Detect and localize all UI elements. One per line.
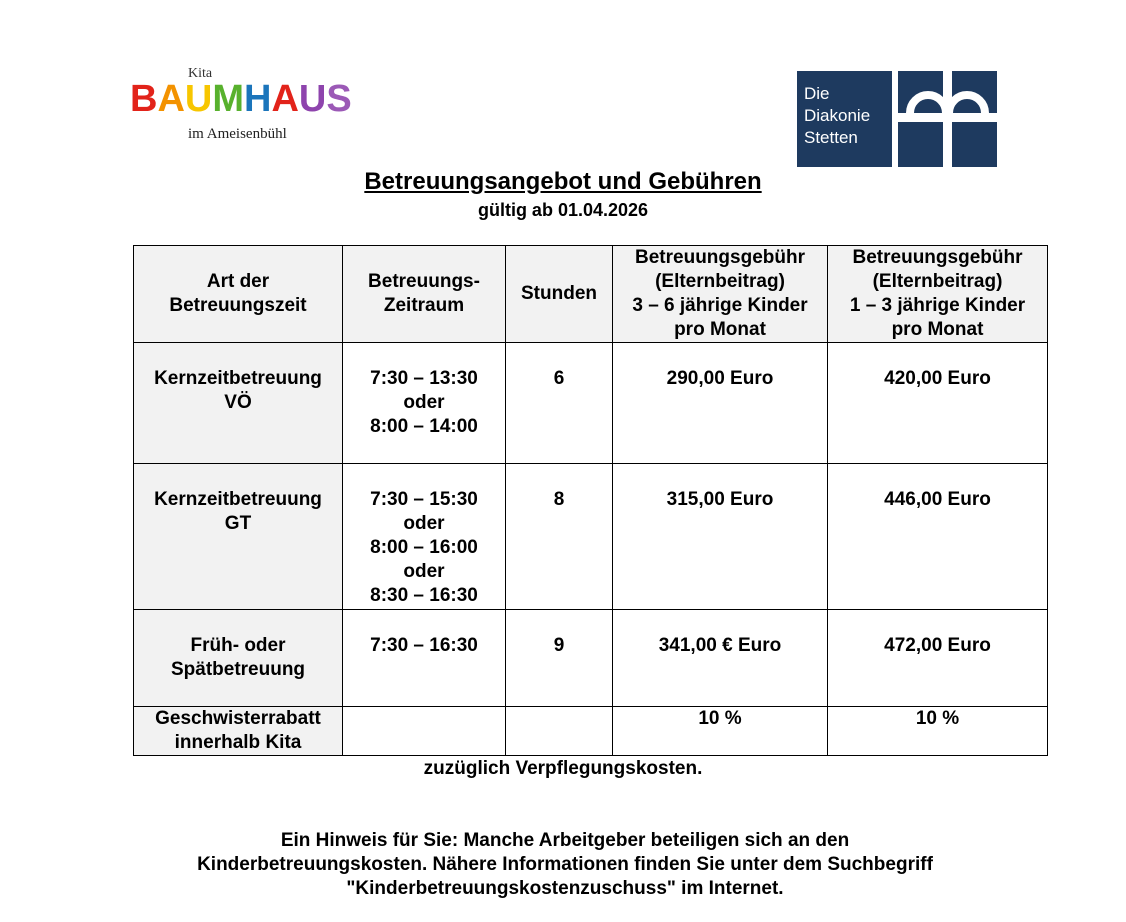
time-line: 7:30 – 13:30 [370,368,478,389]
header-hours [506,246,613,343]
header-line: 3 – 6 jährige Kinder [632,295,808,316]
cell-time [343,707,506,756]
header-line: Betreuungs- [368,271,480,292]
cell-fee-1-3: 446,00 Euro [828,464,1048,610]
logo-text-box [797,71,892,167]
logo-letter: A [271,78,299,120]
logo-line-1: Die [804,84,830,103]
hint-line-1: Ein Hinweis für Sie: Manche Arbeitgeber beteiligen sich an den [280,830,850,851]
cell-time [343,343,506,464]
diakonie-cross-icon [898,71,997,167]
page-subtitle: gültig ab 01.04.2026 [477,200,649,220]
logo-baumhaus-word [130,80,352,118]
header-line: Betreuungszeit [169,295,307,316]
type-line: Spätbetreuung [170,659,306,680]
page-title [0,168,1126,196]
fees-table [133,245,1048,756]
logo-letter: M [212,78,245,120]
header-line: Art der [206,271,270,292]
hint-line-3: "Kinderbetreuungskostenzuschuss" im Internet. [346,878,784,899]
hint-line-2: Kinderbetreuungskosten. Nähere Informationen finden Sie unter dem Suchbegriff [197,854,933,875]
logo-letter: S [326,78,352,120]
logo-line-2: Diakonie [804,106,871,125]
type-line: GT [224,513,252,534]
cell-fee-3-6: 315,00 Euro [613,464,828,610]
cell-type [134,707,343,756]
header-line: Betreuungsgebühr [635,247,805,268]
header-type [134,246,343,343]
type-line: Früh- oder [190,635,286,656]
header-line: Zeitraum [383,295,465,316]
table-row [134,343,1048,464]
type-line: innerhalb Kita [174,732,302,753]
cell-hours: 9 [506,610,613,707]
kita-baumhaus-logo [130,66,360,146]
cell-time [343,464,506,610]
table-header-row [134,246,1048,343]
logo-letter: H [244,78,272,120]
logo-kita-label: Kita [188,66,213,81]
header-line: (Elternbeitrag) [655,271,785,292]
table-row [134,707,1048,756]
cell-fee-1-3: 472,00 Euro [828,610,1048,707]
logo-letter: A [157,78,185,120]
header-line: Stunden [521,283,597,304]
type-line: VÖ [224,392,252,413]
header-line: Betreuungsgebühr [852,247,1023,268]
time-line: 8:30 – 16:30 [370,585,478,606]
header-line: pro Monat [674,319,766,340]
cell-type [134,343,343,464]
header-fee-3-6 [613,246,828,343]
cell-time [343,610,506,707]
time-line: 8:00 – 16:00 [370,537,478,558]
meal-costs-note: zuzüglich Verpflegungskosten. [423,758,703,779]
table-row [134,464,1048,610]
page-title-text: Betreuungsangebot und Gebühren [364,168,762,195]
logo-line-3: Stetten [804,128,858,147]
table-row [134,610,1048,707]
time-line: 8:00 – 14:00 [370,416,478,437]
cell-hours [506,707,613,756]
logo-subtitle: im Ameisenbühl [188,126,287,142]
time-line: 7:30 – 15:30 [370,489,478,510]
time-line: oder [403,561,445,582]
cell-fee-1-3: 10 % [828,707,1048,756]
logo-letter: U [184,78,213,120]
time-line: oder [403,392,445,413]
type-line: Kernzeitbetreuung [154,489,322,510]
logo-text [804,83,870,149]
header-time [343,246,506,343]
cell-type [134,464,343,610]
cell-hours: 6 [506,343,613,464]
time-line: 7:30 – 16:30 [370,635,478,656]
header-fee-1-3 [828,246,1048,343]
cell-fee-3-6: 290,00 Euro [613,343,828,464]
header-line: pro Monat [891,319,984,340]
header-line: (Elternbeitrag) [872,271,1003,292]
cell-fee-1-3: 420,00 Euro [828,343,1048,464]
cell-fee-3-6: 341,00 € Euro [613,610,828,707]
cell-hours: 8 [506,464,613,610]
type-line: Geschwisterrabatt [155,708,321,729]
logo-letter: B [130,78,158,120]
cell-type [134,610,343,707]
diakonie-stetten-logo [797,71,997,167]
employer-hint-note [150,829,980,901]
header-line: 1 – 3 jährige Kinder [849,295,1026,316]
cell-fee-3-6: 10 % [613,707,828,756]
logo-letter: U [298,78,327,120]
type-line: Kernzeitbetreuung [154,368,322,389]
time-line: oder [403,513,445,534]
